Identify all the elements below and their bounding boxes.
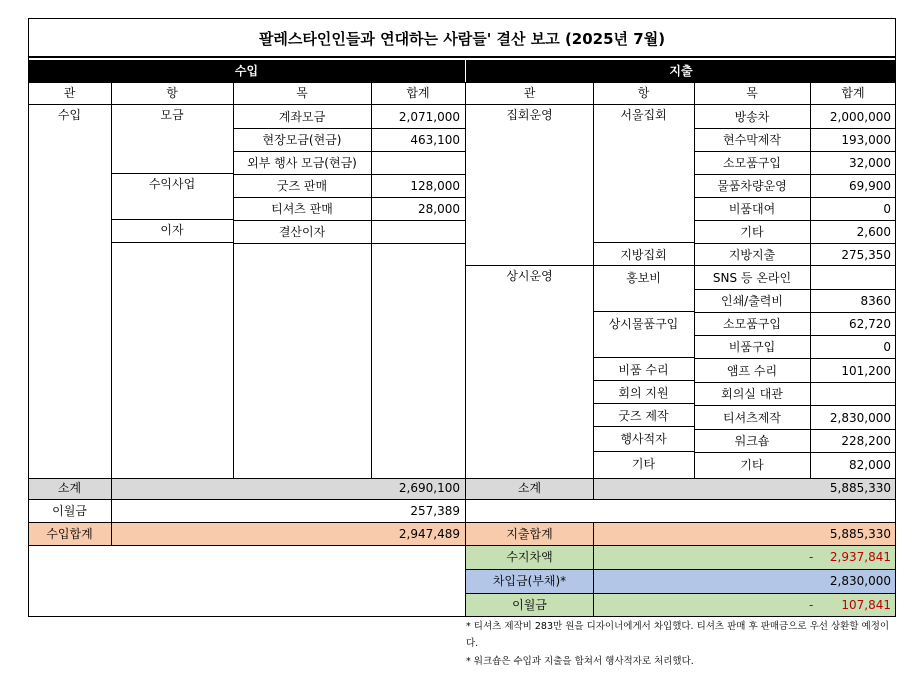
expense-hang: 비품 수리 [618,363,669,377]
expense-mok: 티셔츠제작 [723,411,781,425]
note-loan: * 티셔츠 제작비 283만 원을 디자이너에게서 차입했다. 티셔츠 판매 후 판매금으로 우선 상환할 예정이다. [466,621,890,649]
income-hang-donation: 모금 [160,108,184,122]
expense-amount: 2,830,000 [829,411,891,425]
expense-hang: 기타 [631,457,656,471]
diff-label: 수지차액 [506,550,553,564]
expense-amount: 32,000 [849,156,891,170]
expense-mok: 소모품구입 [723,317,781,331]
expense-amount: 2,600 [856,225,891,239]
expense-total-value: 5,885,330 [829,527,891,541]
income-total-label: 수입합계 [46,527,93,541]
loan-value: 2,830,000 [829,574,891,588]
income-mok: 굿즈 판매 [276,179,328,193]
expense-amount: 275,350 [841,248,891,262]
income-header: 수입 [28,60,465,82]
income-mok: 티셔츠 판매 [271,202,333,216]
note-workshop: * 워크숍은 수입과 지출을 합쳐서 행사적자로 처리했다. [466,656,694,667]
expense-hang: 굿즈 제작 [618,409,669,423]
expense-amount: 228,200 [841,434,891,448]
expense-mok: 워크숍 [734,434,770,448]
expense-amount: 82,000 [849,458,891,472]
expense-hang: 행사적자 [620,432,667,446]
expense-hang: 서울집회 [620,108,667,122]
income-subtotal-label: 소계 [57,481,82,495]
loan-label: 차입금(부채)* [492,574,567,588]
expense-mok: 회의실 대관 [721,387,783,401]
expense-amount: 0 [883,202,891,216]
income-subtotal-value: 2,690,100 [398,481,460,495]
expense-amount: 101,200 [841,364,891,378]
carry-label: 이월금 [512,598,547,612]
expense-subtotal-value: 5,885,330 [829,481,891,495]
income-amount: 128,000 [410,179,460,193]
expense-mok: 현수막제작 [723,133,781,147]
expense-hang: 홍보비 [626,271,661,285]
expense-mok: SNS 등 온라인 [712,271,792,285]
income-col-mok: 목 [296,86,308,100]
expense-col-mok: 목 [746,86,758,100]
expense-subtotal-label: 소계 [517,481,542,495]
income-gwan: 수입 [57,108,82,122]
diff-value: 2,937,841 [829,550,891,564]
expense-hang: 회의 지원 [618,386,669,400]
expense-col-gwan: 관 [523,86,536,100]
income-mok: 계좌모금 [278,110,326,124]
expense-hang: 지방집회 [620,248,667,262]
expense-amount: 8360 [860,294,891,308]
expense-col-total: 합계 [841,86,865,100]
income-carryover-value: 257,389 [410,504,460,518]
income-mok: 현장모금(현금) [262,133,342,147]
expense-hang: 상시물품구입 [608,317,679,331]
income-total-value: 2,947,489 [398,527,460,541]
income-carryover-label: 이월금 [52,504,87,518]
expense-total-label: 지출합계 [506,527,553,541]
expense-mok: 물품차량운영 [717,179,787,193]
expense-amount: 0 [883,340,891,354]
income-amount: 2,071,000 [398,110,460,124]
expense-header: 지출 [466,60,896,82]
expense-mok: 기타 [740,458,764,472]
expense-mok: 앰프 수리 [726,364,778,378]
expense-gwan-rally: 집회운영 [506,108,553,122]
income-col-gwan: 관 [63,86,76,100]
expense-col-hang: 항 [637,86,650,100]
expense-amount: 2,000,000 [829,110,891,124]
expense-amount: 62,720 [849,317,891,331]
expense-amount: 193,000 [841,133,891,147]
income-mok: 결산이자 [278,225,326,239]
income-hang-interest: 이자 [160,223,184,237]
expense-mok: 지방지출 [728,248,776,262]
expense-mok: 인쇄/출력비 [720,294,783,308]
settlement-sheet [28,18,896,618]
income-mok: 외부 행사 모금(현금) [247,156,357,170]
report-title: 팔레스타인인들과 연대하는 사람들' 결산 보고 (2025년 7월) [28,18,896,58]
expense-mok: 소모품구입 [723,156,781,170]
income-amount: 28,000 [418,202,460,216]
income-hang-business: 수익사업 [148,177,196,191]
carry-sign: - [809,598,814,612]
carry-value: 107,841 [841,598,891,612]
expense-gwan-regular: 상시운영 [506,269,553,283]
expense-mok: 비품구입 [728,340,776,354]
expense-mok: 방송차 [734,110,770,124]
expense-mok: 기타 [740,225,764,239]
income-col-hang: 항 [166,86,178,100]
expense-mok: 비품대여 [728,202,776,216]
expense-amount: 69,900 [849,179,891,193]
income-amount: 463,100 [410,133,460,147]
income-col-total: 합계 [406,86,430,100]
diff-sign: - [809,550,814,564]
